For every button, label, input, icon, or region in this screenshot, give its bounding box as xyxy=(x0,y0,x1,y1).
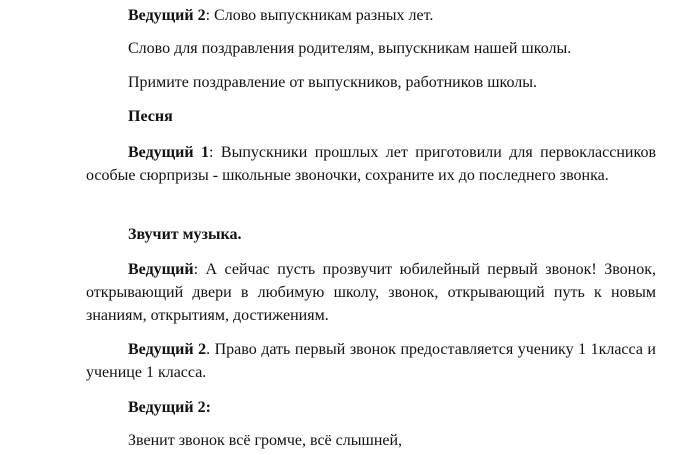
paragraph-text: : Слово выпускникам разных лет. xyxy=(205,7,434,24)
heading-host2: Ведущий 2: xyxy=(128,399,211,416)
paragraph-host1-surprises xyxy=(86,141,656,187)
paragraph-poem-line xyxy=(86,429,656,452)
paragraph-accept-greeting xyxy=(86,71,656,94)
heading-song: Песня xyxy=(128,108,173,125)
paragraph-text: Звенит звонок всё громче, всё слышней, xyxy=(128,432,403,449)
speaker-label: Ведущий 1 xyxy=(128,144,210,161)
paragraph-text: Примите поздравление от выпускников, работников школы. xyxy=(128,74,538,91)
speaker-label: Ведущий xyxy=(128,261,194,278)
paragraph-host2-words xyxy=(86,4,656,27)
speaker-label: Ведущий 2 xyxy=(128,7,206,24)
paragraph-text: : Выпускники прошлых лет приготовили для первоклассников особые сюрпризы - школьные звоночки, сохраните их до последнего звонка. xyxy=(86,144,656,184)
paragraph-host2-right xyxy=(86,338,656,384)
heading-music: Звучит музыка. xyxy=(128,226,242,243)
paragraph-text: : А сейчас пусть прозвучит юбилейный первый звонок! Звонок, открывающий двери в любимую школу, звонок, открывающий путь к новым знаниям, открытиям, достижениям. xyxy=(86,261,656,324)
speaker-label: Ведущий 2 xyxy=(128,341,207,358)
paragraph-text: . Право дать первый звонок предоставляется ученику 1 1класса и ученице 1 класса. xyxy=(86,341,656,381)
paragraph-parents-greeting xyxy=(86,37,656,60)
paragraph-text: Слово для поздравления родителям, выпускникам нашей школы. xyxy=(128,40,572,57)
paragraph-host-first-bell xyxy=(86,258,656,327)
